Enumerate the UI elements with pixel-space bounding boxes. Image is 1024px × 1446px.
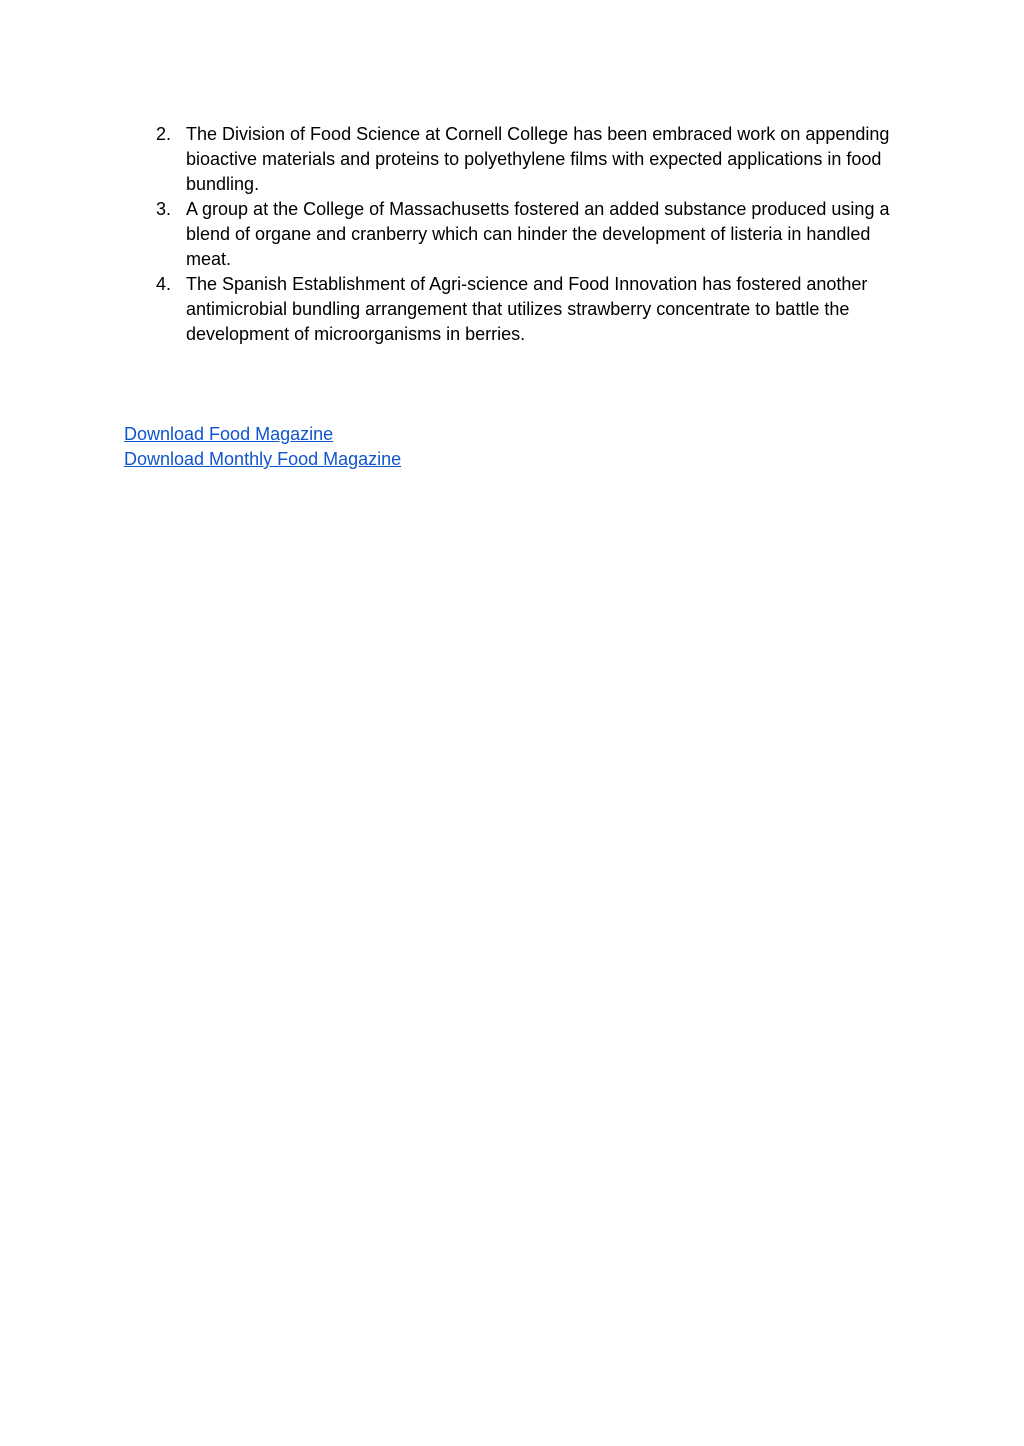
list-number [124,272,186,347]
list-item-text: The Spanish Establishment of Agri-science and Food Innovation has fostered another antimicrobial bundling arrangement that utilizes strawberry concentrate to battle the development of microorganisms in berries. [186,274,868,344]
numbered-list [124,122,914,347]
list-item-text: The Division of Food Science at Cornell College has been embraced work on appending bioactive materials and proteins to polyethylene films with expected applications in food bundling. [186,124,890,194]
download-links [124,422,401,472]
list-number [124,122,186,197]
list-item [124,122,914,197]
list-item [124,197,914,272]
list-item [124,272,914,347]
download-food-magazine-link[interactable]: Download Food Magazine [124,424,334,444]
list-number-text: 3. [156,199,172,219]
list-number-text: 4. [156,274,172,294]
list-number [124,197,186,272]
list-item-text: A group at the College of Massachusetts fostered an added substance produced using a blend of organe and cranberry which can hinder the development of listeria in handled meat. [186,199,890,269]
list-number-text: 2. [156,124,172,144]
download-monthly-food-magazine-link[interactable]: Download Monthly Food Magazine [124,449,402,469]
